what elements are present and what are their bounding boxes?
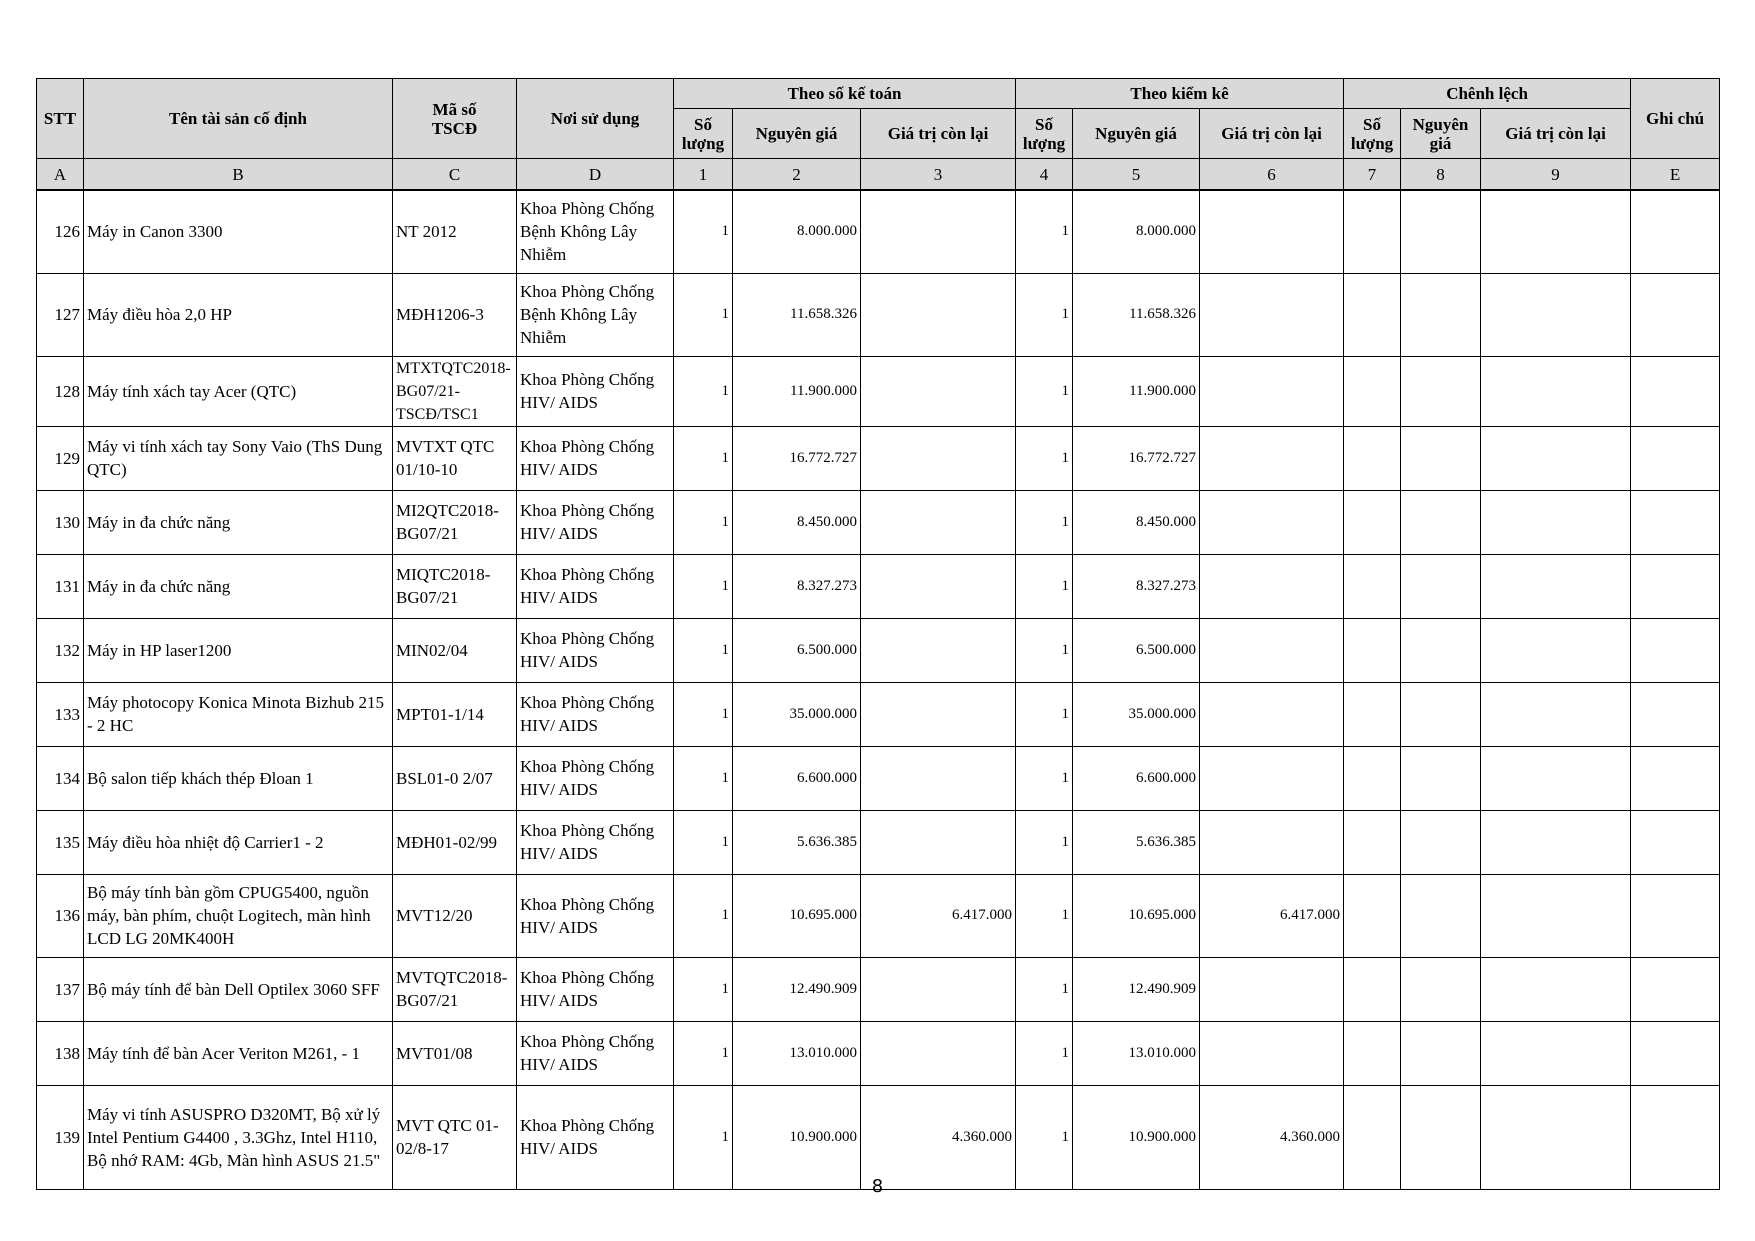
row-accounting-remaining — [861, 490, 1016, 554]
row-inventory-remaining: 6.417.000 — [1200, 874, 1344, 957]
row-difference-remaining — [1481, 1085, 1631, 1189]
row-difference-cost — [1401, 874, 1481, 957]
row-accounting-remaining — [861, 1021, 1016, 1085]
row-difference-qty — [1344, 682, 1401, 746]
table-row — [37, 746, 1720, 810]
row-difference-qty — [1344, 490, 1401, 554]
row-difference-remaining — [1481, 810, 1631, 874]
row-inventory-qty: 1 — [1016, 746, 1073, 810]
row-difference-cost — [1401, 682, 1481, 746]
row-asset-name: Máy photocopy Konica Minota Bizhub 215 - 2 HC — [84, 682, 393, 746]
row-difference-remaining — [1481, 682, 1631, 746]
row-inventory-qty: 1 — [1016, 190, 1073, 273]
row-asset-name: Máy tính để bàn Acer Veriton M261, - 1 — [84, 1021, 393, 1085]
row-accounting-remaining — [861, 273, 1016, 356]
row-notes — [1631, 810, 1720, 874]
row-difference-qty — [1344, 810, 1401, 874]
row-asset-name: Máy vi tính ASUSPRO D320MT, Bộ xử lý Intel Pentium G4400 , 3.3Ghz, Intel H110, Bộ nhớ RAM: 4Gb, Màn hình ASUS 21.5" — [84, 1085, 393, 1189]
row-place-of-use: Khoa Phòng Chống Bệnh Không Lây Nhiễm — [517, 190, 674, 273]
row-notes — [1631, 957, 1720, 1021]
row-accounting-qty: 1 — [674, 356, 733, 426]
row-notes — [1631, 490, 1720, 554]
column-letter: A — [37, 159, 84, 191]
row-asset-code: MVT01/08 — [393, 1021, 517, 1085]
column-letter: 8 — [1401, 159, 1481, 191]
row-notes — [1631, 618, 1720, 682]
row-stt: 132 — [37, 618, 84, 682]
row-place-of-use: Khoa Phòng Chống HIV/ AIDS — [517, 810, 674, 874]
row-asset-name: Máy in đa chức năng — [84, 554, 393, 618]
row-difference-remaining — [1481, 746, 1631, 810]
asset-inventory-table — [36, 78, 1720, 1190]
row-accounting-remaining — [861, 810, 1016, 874]
row-inventory-remaining — [1200, 1021, 1344, 1085]
row-difference-remaining — [1481, 426, 1631, 490]
row-stt: 128 — [37, 356, 84, 426]
row-inventory-remaining — [1200, 618, 1344, 682]
column-letter: C — [393, 159, 517, 191]
row-accounting-remaining — [861, 957, 1016, 1021]
row-inventory-cost: 10.900.000 — [1073, 1085, 1200, 1189]
row-accounting-qty: 1 — [674, 190, 733, 273]
row-asset-code: MVTXT QTC 01/10-10 — [393, 426, 517, 490]
row-inventory-qty: 1 — [1016, 810, 1073, 874]
row-difference-qty — [1344, 554, 1401, 618]
row-accounting-qty: 1 — [674, 426, 733, 490]
header-inventory-qty: Số lượng — [1016, 109, 1073, 159]
header-inventory-remaining: Giá trị còn lại — [1200, 109, 1344, 159]
row-difference-qty — [1344, 273, 1401, 356]
column-letter: 4 — [1016, 159, 1073, 191]
row-difference-qty — [1344, 874, 1401, 957]
row-stt: 139 — [37, 1085, 84, 1189]
row-notes — [1631, 682, 1720, 746]
row-accounting-cost: 10.900.000 — [733, 1085, 861, 1189]
row-stt: 135 — [37, 810, 84, 874]
row-inventory-remaining — [1200, 682, 1344, 746]
row-difference-remaining — [1481, 190, 1631, 273]
row-asset-name: Máy tính xách tay Acer (QTC) — [84, 356, 393, 426]
table-row — [37, 426, 1720, 490]
row-inventory-qty: 1 — [1016, 957, 1073, 1021]
row-difference-cost — [1401, 554, 1481, 618]
row-accounting-remaining — [861, 190, 1016, 273]
row-inventory-remaining — [1200, 190, 1344, 273]
row-notes — [1631, 426, 1720, 490]
row-accounting-remaining — [861, 746, 1016, 810]
header-accounting-cost: Nguyên giá — [733, 109, 861, 159]
row-inventory-remaining — [1200, 426, 1344, 490]
row-accounting-cost: 16.772.727 — [733, 426, 861, 490]
row-inventory-qty: 1 — [1016, 554, 1073, 618]
row-stt: 136 — [37, 874, 84, 957]
header-accounting-qty: Số lượng — [674, 109, 733, 159]
row-inventory-cost: 16.772.727 — [1073, 426, 1200, 490]
row-asset-name: Máy in Canon 3300 — [84, 190, 393, 273]
row-difference-qty — [1344, 190, 1401, 273]
row-place-of-use: Khoa Phòng Chống HIV/ AIDS — [517, 957, 674, 1021]
table-row — [37, 1085, 1720, 1189]
row-difference-cost — [1401, 810, 1481, 874]
row-asset-code: MVTQTC2018-BG07/21 — [393, 957, 517, 1021]
row-inventory-cost: 35.000.000 — [1073, 682, 1200, 746]
table-row — [37, 190, 1720, 273]
table-row — [37, 490, 1720, 554]
header-difference-cost: Nguyên giá — [1401, 109, 1481, 159]
row-accounting-qty: 1 — [674, 273, 733, 356]
table-row — [37, 554, 1720, 618]
row-asset-code: MĐH01-02/99 — [393, 810, 517, 874]
row-inventory-qty: 1 — [1016, 874, 1073, 957]
row-inventory-qty: 1 — [1016, 490, 1073, 554]
column-letter: 3 — [861, 159, 1016, 191]
table-row — [37, 273, 1720, 356]
header-difference-qty: Số lượng — [1344, 109, 1401, 159]
row-accounting-qty: 1 — [674, 957, 733, 1021]
header-place-of-use: Nơi sử dụng — [517, 79, 674, 159]
row-stt: 127 — [37, 273, 84, 356]
row-accounting-remaining: 6.417.000 — [861, 874, 1016, 957]
row-inventory-cost: 11.658.326 — [1073, 273, 1200, 356]
row-notes — [1631, 273, 1720, 356]
column-letter: 2 — [733, 159, 861, 191]
row-inventory-qty: 1 — [1016, 682, 1073, 746]
row-asset-code: MIN02/04 — [393, 618, 517, 682]
row-difference-cost — [1401, 490, 1481, 554]
row-inventory-cost: 8.000.000 — [1073, 190, 1200, 273]
row-place-of-use: Khoa Phòng Chống HIV/ AIDS — [517, 490, 674, 554]
row-accounting-cost: 8.327.273 — [733, 554, 861, 618]
row-stt: 131 — [37, 554, 84, 618]
row-inventory-remaining — [1200, 554, 1344, 618]
table-row — [37, 682, 1720, 746]
column-letter: E — [1631, 159, 1720, 191]
row-accounting-cost: 13.010.000 — [733, 1021, 861, 1085]
row-accounting-remaining — [861, 426, 1016, 490]
row-asset-name: Bộ salon tiếp khách thép Đloan 1 — [84, 746, 393, 810]
row-inventory-remaining — [1200, 957, 1344, 1021]
row-asset-name: Máy điều hòa nhiệt độ Carrier1 - 2 — [84, 810, 393, 874]
row-inventory-qty: 1 — [1016, 356, 1073, 426]
column-letter-row — [37, 159, 1720, 191]
row-accounting-qty: 1 — [674, 810, 733, 874]
row-place-of-use: Khoa Phòng Chống HIV/ AIDS — [517, 746, 674, 810]
row-difference-remaining — [1481, 490, 1631, 554]
row-inventory-remaining — [1200, 356, 1344, 426]
row-inventory-cost: 6.600.000 — [1073, 746, 1200, 810]
row-notes — [1631, 746, 1720, 810]
row-accounting-remaining — [861, 356, 1016, 426]
row-accounting-qty: 1 — [674, 618, 733, 682]
row-difference-cost — [1401, 356, 1481, 426]
row-place-of-use: Khoa Phòng Chống HIV/ AIDS — [517, 426, 674, 490]
row-difference-remaining — [1481, 957, 1631, 1021]
row-inventory-cost: 5.636.385 — [1073, 810, 1200, 874]
row-asset-code: MTXTQTC2018-BG07/21-TSCĐ/TSC1 — [393, 356, 517, 426]
row-notes — [1631, 874, 1720, 957]
row-difference-qty — [1344, 618, 1401, 682]
row-inventory-remaining — [1200, 810, 1344, 874]
row-asset-code: MIQTC2018-BG07/21 — [393, 554, 517, 618]
row-accounting-qty: 1 — [674, 1085, 733, 1189]
row-asset-name: Máy in HP laser1200 — [84, 618, 393, 682]
row-accounting-qty: 1 — [674, 490, 733, 554]
column-letter: 5 — [1073, 159, 1200, 191]
row-asset-code: MVT12/20 — [393, 874, 517, 957]
row-notes — [1631, 1021, 1720, 1085]
header-asset-code: Mã số TSCĐ — [393, 79, 517, 159]
row-accounting-remaining — [861, 618, 1016, 682]
row-difference-qty — [1344, 746, 1401, 810]
row-place-of-use: Khoa Phòng Chống HIV/ AIDS — [517, 554, 674, 618]
column-letter: 1 — [674, 159, 733, 191]
row-stt: 138 — [37, 1021, 84, 1085]
row-difference-remaining — [1481, 874, 1631, 957]
table-row — [37, 1021, 1720, 1085]
row-accounting-remaining — [861, 682, 1016, 746]
table-row — [37, 957, 1720, 1021]
row-inventory-qty: 1 — [1016, 1021, 1073, 1085]
row-difference-qty — [1344, 1085, 1401, 1189]
table-body — [37, 190, 1720, 1189]
row-place-of-use: Khoa Phòng Chống HIV/ AIDS — [517, 618, 674, 682]
row-accounting-cost: 5.636.385 — [733, 810, 861, 874]
table-row — [37, 874, 1720, 957]
row-difference-cost — [1401, 618, 1481, 682]
row-asset-name: Bộ máy tính bàn gồm CPUG5400, nguồn máy, bàn phím, chuột Logitech, màn hình LCD LG 20MK400H — [84, 874, 393, 957]
row-asset-name: Bộ máy tính để bàn Dell Optilex 3060 SFF — [84, 957, 393, 1021]
column-letter: B — [84, 159, 393, 191]
row-inventory-cost: 6.500.000 — [1073, 618, 1200, 682]
row-accounting-cost: 8.000.000 — [733, 190, 861, 273]
row-stt: 134 — [37, 746, 84, 810]
row-difference-remaining — [1481, 273, 1631, 356]
row-inventory-cost: 8.450.000 — [1073, 490, 1200, 554]
row-inventory-remaining — [1200, 273, 1344, 356]
row-inventory-qty: 1 — [1016, 273, 1073, 356]
header-inventory-cost: Nguyên giá — [1073, 109, 1200, 159]
row-difference-remaining — [1481, 1021, 1631, 1085]
row-asset-code: MPT01-1/14 — [393, 682, 517, 746]
row-accounting-qty: 1 — [674, 554, 733, 618]
row-difference-qty — [1344, 426, 1401, 490]
row-difference-remaining — [1481, 356, 1631, 426]
header-difference-group: Chênh lệch — [1344, 79, 1631, 109]
row-notes — [1631, 1085, 1720, 1189]
row-accounting-qty: 1 — [674, 746, 733, 810]
row-asset-code: MI2QTC2018-BG07/21 — [393, 490, 517, 554]
table-row — [37, 810, 1720, 874]
table-row — [37, 356, 1720, 426]
row-notes — [1631, 554, 1720, 618]
row-asset-name: Máy in đa chức năng — [84, 490, 393, 554]
row-inventory-cost: 8.327.273 — [1073, 554, 1200, 618]
row-asset-name: Máy vi tính xách tay Sony Vaio (ThS Dung QTC) — [84, 426, 393, 490]
row-stt: 133 — [37, 682, 84, 746]
row-place-of-use: Khoa Phòng Chống Bệnh Không Lây Nhiễm — [517, 273, 674, 356]
row-place-of-use: Khoa Phòng Chống HIV/ AIDS — [517, 1021, 674, 1085]
row-stt: 129 — [37, 426, 84, 490]
row-difference-qty — [1344, 957, 1401, 1021]
column-letter: 7 — [1344, 159, 1401, 191]
row-difference-cost — [1401, 746, 1481, 810]
row-accounting-cost: 12.490.909 — [733, 957, 861, 1021]
row-inventory-cost: 11.900.000 — [1073, 356, 1200, 426]
row-difference-remaining — [1481, 618, 1631, 682]
row-stt: 126 — [37, 190, 84, 273]
row-asset-code: BSL01-0 2/07 — [393, 746, 517, 810]
header-notes: Ghi chú — [1631, 79, 1720, 159]
row-accounting-remaining: 4.360.000 — [861, 1085, 1016, 1189]
row-inventory-remaining — [1200, 490, 1344, 554]
row-difference-qty — [1344, 1021, 1401, 1085]
column-letter: 6 — [1200, 159, 1344, 191]
column-letter: 9 — [1481, 159, 1631, 191]
row-difference-cost — [1401, 957, 1481, 1021]
row-inventory-cost: 12.490.909 — [1073, 957, 1200, 1021]
row-asset-code: MVT QTC 01-02/8-17 — [393, 1085, 517, 1189]
row-accounting-cost: 8.450.000 — [733, 490, 861, 554]
row-inventory-cost: 13.010.000 — [1073, 1021, 1200, 1085]
row-accounting-remaining — [861, 554, 1016, 618]
header-difference-remaining: Giá trị còn lại — [1481, 109, 1631, 159]
header-inventory-group: Theo kiểm kê — [1016, 79, 1344, 109]
row-stt: 130 — [37, 490, 84, 554]
row-inventory-qty: 1 — [1016, 1085, 1073, 1189]
row-accounting-cost: 35.000.000 — [733, 682, 861, 746]
row-accounting-cost: 6.600.000 — [733, 746, 861, 810]
row-difference-cost — [1401, 426, 1481, 490]
row-stt: 137 — [37, 957, 84, 1021]
row-accounting-qty: 1 — [674, 874, 733, 957]
row-asset-name: Máy điều hòa 2,0 HP — [84, 273, 393, 356]
row-inventory-qty: 1 — [1016, 426, 1073, 490]
row-difference-qty — [1344, 356, 1401, 426]
table-header — [37, 79, 1720, 191]
header-accounting-group: Theo số kế toán — [674, 79, 1016, 109]
row-difference-remaining — [1481, 554, 1631, 618]
row-inventory-cost: 10.695.000 — [1073, 874, 1200, 957]
column-letter: D — [517, 159, 674, 191]
row-inventory-remaining — [1200, 746, 1344, 810]
table-row — [37, 618, 1720, 682]
row-accounting-cost: 6.500.000 — [733, 618, 861, 682]
row-difference-cost — [1401, 1085, 1481, 1189]
row-difference-cost — [1401, 273, 1481, 356]
header-asset-name: Tên tài sản cố định — [84, 79, 393, 159]
row-inventory-remaining: 4.360.000 — [1200, 1085, 1344, 1189]
row-inventory-qty: 1 — [1016, 618, 1073, 682]
row-accounting-cost: 11.900.000 — [733, 356, 861, 426]
row-accounting-qty: 1 — [674, 682, 733, 746]
row-notes — [1631, 190, 1720, 273]
row-asset-code: NT 2012 — [393, 190, 517, 273]
row-place-of-use: Khoa Phòng Chống HIV/ AIDS — [517, 1085, 674, 1189]
row-asset-code: MĐH1206-3 — [393, 273, 517, 356]
header-accounting-remaining: Giá trị còn lại — [861, 109, 1016, 159]
row-accounting-cost: 10.695.000 — [733, 874, 861, 957]
page-number: 8 — [871, 1176, 884, 1197]
row-place-of-use: Khoa Phòng Chống HIV/ AIDS — [517, 874, 674, 957]
row-difference-cost — [1401, 190, 1481, 273]
header-stt: STT — [37, 79, 84, 159]
row-notes — [1631, 356, 1720, 426]
row-difference-cost — [1401, 1021, 1481, 1085]
row-accounting-qty: 1 — [674, 1021, 733, 1085]
row-accounting-cost: 11.658.326 — [733, 273, 861, 356]
row-place-of-use: Khoa Phòng Chống HIV/ AIDS — [517, 682, 674, 746]
row-place-of-use: Khoa Phòng Chống HIV/ AIDS — [517, 356, 674, 426]
